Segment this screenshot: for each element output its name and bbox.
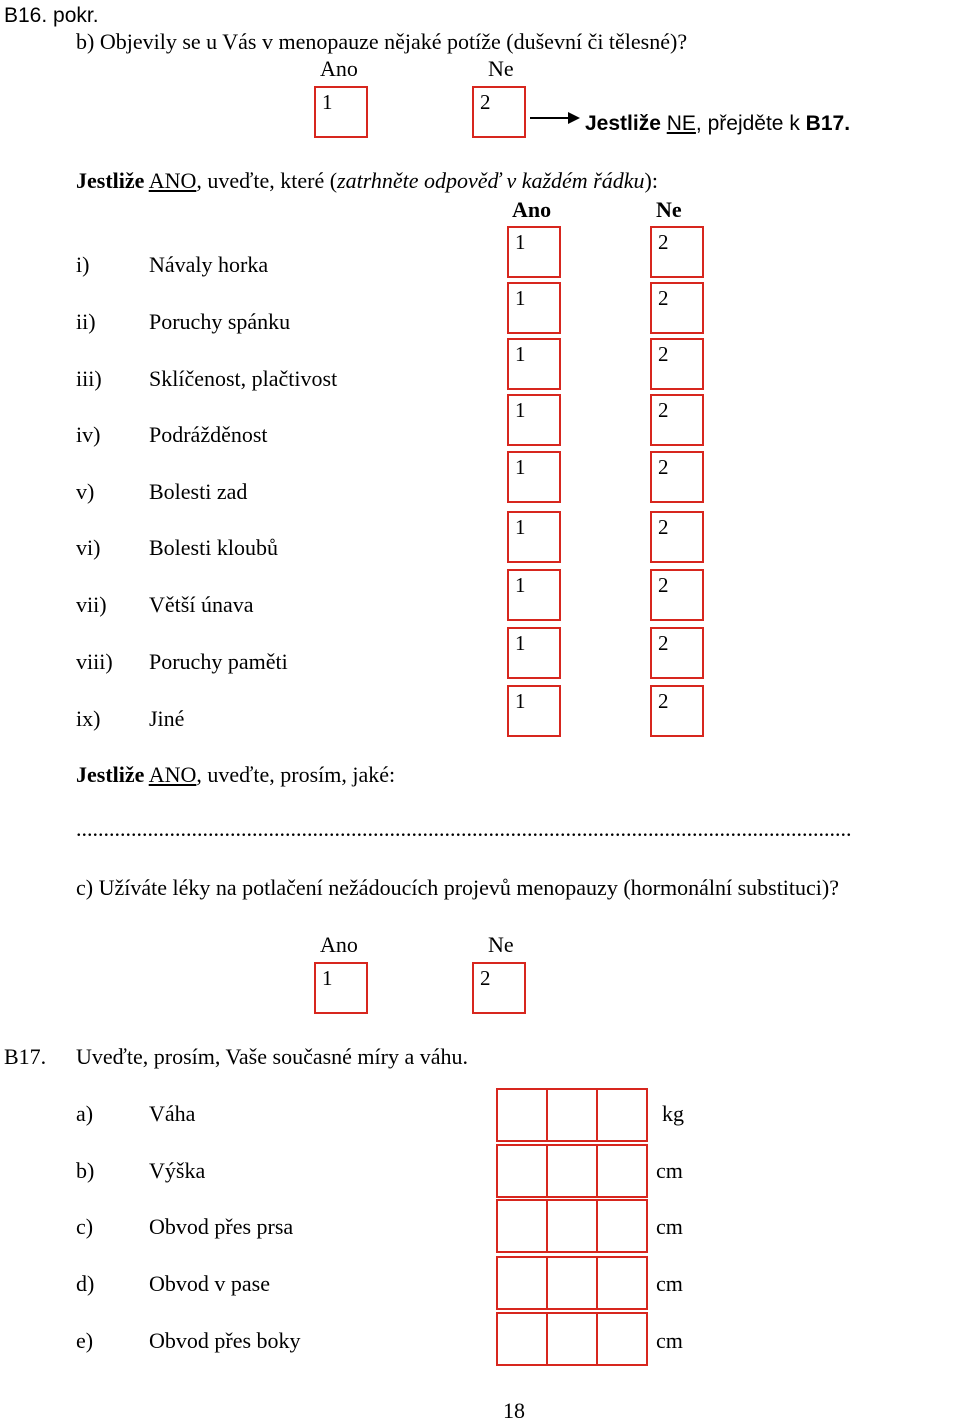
symptom-ano-checkbox[interactable] xyxy=(507,627,561,679)
measurement-row-label: Obvod přes boky xyxy=(149,1328,301,1353)
symptom-ano-checkbox[interactable] xyxy=(507,451,561,503)
question-c-ano-checkbox[interactable] xyxy=(314,962,368,1014)
measurement-digit-field[interactable] xyxy=(546,1144,598,1198)
code-label: 2 xyxy=(658,398,669,422)
measurement-digit-field[interactable] xyxy=(496,1199,548,1253)
measurement-row-label: Obvod přes prsa xyxy=(149,1214,294,1239)
skip-instruction: Jestliže NE, přejděte k B17. xyxy=(585,112,851,135)
ano-emphasis: ANO xyxy=(148,168,197,193)
symptom-row-number: vi) xyxy=(76,535,101,560)
code-label: 2 xyxy=(480,966,491,990)
symptom-row-label: Bolesti zad xyxy=(149,479,248,504)
symptom-ano-checkbox[interactable] xyxy=(507,685,561,737)
measurement-row-label: Obvod v pase xyxy=(149,1271,270,1296)
question-c-ne-checkbox[interactable] xyxy=(472,962,526,1014)
symptom-ne-checkbox[interactable] xyxy=(650,685,704,737)
code-label: 1 xyxy=(515,573,526,597)
code-label: 1 xyxy=(515,631,526,655)
question-b-ne-label: Ne xyxy=(488,56,514,81)
code-label: 1 xyxy=(515,398,526,422)
question-b-ne-checkbox[interactable] xyxy=(472,86,526,138)
symptom-row-number: vii) xyxy=(76,592,107,617)
symptom-row-number: viii) xyxy=(76,649,113,674)
symptom-row-label: Návaly horka xyxy=(149,252,269,277)
code-label: 2 xyxy=(658,515,669,539)
symptom-row-label: Větší únava xyxy=(149,592,254,617)
symptom-ano-checkbox[interactable] xyxy=(507,511,561,563)
measurement-unit: cm xyxy=(656,1271,683,1296)
code-label: 1 xyxy=(515,286,526,310)
measurement-row-letter: a) xyxy=(76,1101,94,1126)
skip-arrow-icon xyxy=(568,112,580,124)
symptom-ne-checkbox[interactable] xyxy=(650,338,704,390)
symptom-ne-checkbox[interactable] xyxy=(650,569,704,621)
measurement-digit-field[interactable] xyxy=(596,1088,648,1142)
measurement-unit: cm xyxy=(656,1214,683,1239)
symptom-ano-checkbox[interactable] xyxy=(507,569,561,621)
measurement-digit-field[interactable] xyxy=(496,1256,548,1310)
symptom-row-number: i) xyxy=(76,252,90,277)
measurement-digit-field[interactable] xyxy=(496,1312,548,1366)
measurement-digit-field[interactable] xyxy=(596,1312,648,1366)
symptom-ne-checkbox[interactable] xyxy=(650,627,704,679)
symptom-ne-checkbox[interactable] xyxy=(650,451,704,503)
measurement-row-letter: c) xyxy=(76,1214,94,1239)
question-b-ano-label: Ano xyxy=(320,56,358,81)
symptom-row-label: Poruchy paměti xyxy=(149,649,288,674)
code-label: 1 xyxy=(515,230,526,254)
measurement-row-label: Výška xyxy=(149,1158,206,1183)
measurement-row-letter: d) xyxy=(76,1271,95,1296)
code-label: 2 xyxy=(658,573,669,597)
code-label: 2 xyxy=(480,90,491,114)
skip-ne-emphasis: NE xyxy=(666,112,696,135)
if-yes-instruction: Jestliže ANO, uveďte, které (zatrhněte odpověď v každém řádku): xyxy=(76,168,658,193)
symptom-ne-checkbox[interactable] xyxy=(650,226,704,278)
symptom-row-label: Sklíčenost, plačtivost xyxy=(149,366,338,391)
measurement-digit-field[interactable] xyxy=(496,1144,548,1198)
question-c-ano-label: Ano xyxy=(320,932,358,957)
measurement-row-letter: e) xyxy=(76,1328,94,1353)
code-label: 1 xyxy=(515,689,526,713)
symptom-ano-checkbox[interactable] xyxy=(507,226,561,278)
code-label: 2 xyxy=(658,455,669,479)
measurement-unit: cm xyxy=(656,1158,683,1183)
symptom-row-number: iv) xyxy=(76,422,101,447)
measurement-digit-field[interactable] xyxy=(596,1144,648,1198)
code-label: 1 xyxy=(322,966,333,990)
symptom-row-number: v) xyxy=(76,479,95,504)
question-b-ano-checkbox[interactable] xyxy=(314,86,368,138)
measurement-digit-field[interactable] xyxy=(546,1199,598,1253)
grid-ano-header: Ano xyxy=(512,197,552,222)
skip-arrow-line xyxy=(530,117,570,119)
measurement-digit-field[interactable] xyxy=(546,1256,598,1310)
symptom-row-number: ix) xyxy=(76,706,101,731)
specify-prompt: Jestliže ANO, uveďte, prosím, jaké: xyxy=(76,762,396,787)
code-label: 2 xyxy=(658,230,669,254)
measurement-digit-field[interactable] xyxy=(496,1088,548,1142)
measurement-row-letter: b) xyxy=(76,1158,95,1183)
grid-ne-header: Ne xyxy=(656,197,682,222)
section-heading-b16: B16. pokr. xyxy=(4,4,99,27)
b17-question-text: Uveďte, prosím, Vaše současné míry a váhu. xyxy=(76,1044,469,1069)
measurement-digit-field[interactable] xyxy=(546,1088,598,1142)
symptom-row-label: Poruchy spánku xyxy=(149,309,291,334)
question-c-ne-label: Ne xyxy=(488,932,514,957)
code-label: 1 xyxy=(515,455,526,479)
code-label: 2 xyxy=(658,342,669,366)
measurement-digit-field[interactable] xyxy=(596,1256,648,1310)
symptom-ne-checkbox[interactable] xyxy=(650,282,704,334)
code-label: 1 xyxy=(515,342,526,366)
symptom-ano-checkbox[interactable] xyxy=(507,338,561,390)
symptom-row-number: iii) xyxy=(76,366,102,391)
section-heading-b17: B17. xyxy=(4,1044,47,1069)
code-label: 1 xyxy=(322,90,333,114)
measurement-unit: cm xyxy=(656,1328,683,1353)
measurement-digit-field[interactable] xyxy=(596,1199,648,1253)
symptom-ano-checkbox[interactable] xyxy=(507,394,561,446)
code-label: 1 xyxy=(515,515,526,539)
question-c-text: c) Užíváte léky na potlačení nežádoucích projevů menopauzy (hormonální substituci)? xyxy=(76,875,839,900)
symptom-ne-checkbox[interactable] xyxy=(650,511,704,563)
measurement-unit: kg xyxy=(662,1101,684,1126)
symptom-row-label: Bolesti kloubů xyxy=(149,535,278,560)
symptom-ne-checkbox[interactable] xyxy=(650,394,704,446)
symptom-ano-checkbox[interactable] xyxy=(507,282,561,334)
measurement-row-label: Váha xyxy=(149,1101,196,1126)
code-label: 2 xyxy=(658,286,669,310)
question-b-text: b) Objevily se u Vás v menopauze nějaké potíže (duševní či tělesné)? xyxy=(76,29,688,54)
page-number: 18 xyxy=(503,1398,525,1423)
code-label: 2 xyxy=(658,689,669,713)
measurement-digit-field[interactable] xyxy=(546,1312,598,1366)
symptom-row-label: Jiné xyxy=(149,706,185,731)
symptom-row-label: Podrážděnost xyxy=(149,422,268,447)
ano-emphasis: ANO xyxy=(148,762,197,787)
specify-answer-line[interactable]: ............................................................................................................................................. xyxy=(76,818,852,840)
symptom-row-number: ii) xyxy=(76,309,96,334)
code-label: 2 xyxy=(658,631,669,655)
